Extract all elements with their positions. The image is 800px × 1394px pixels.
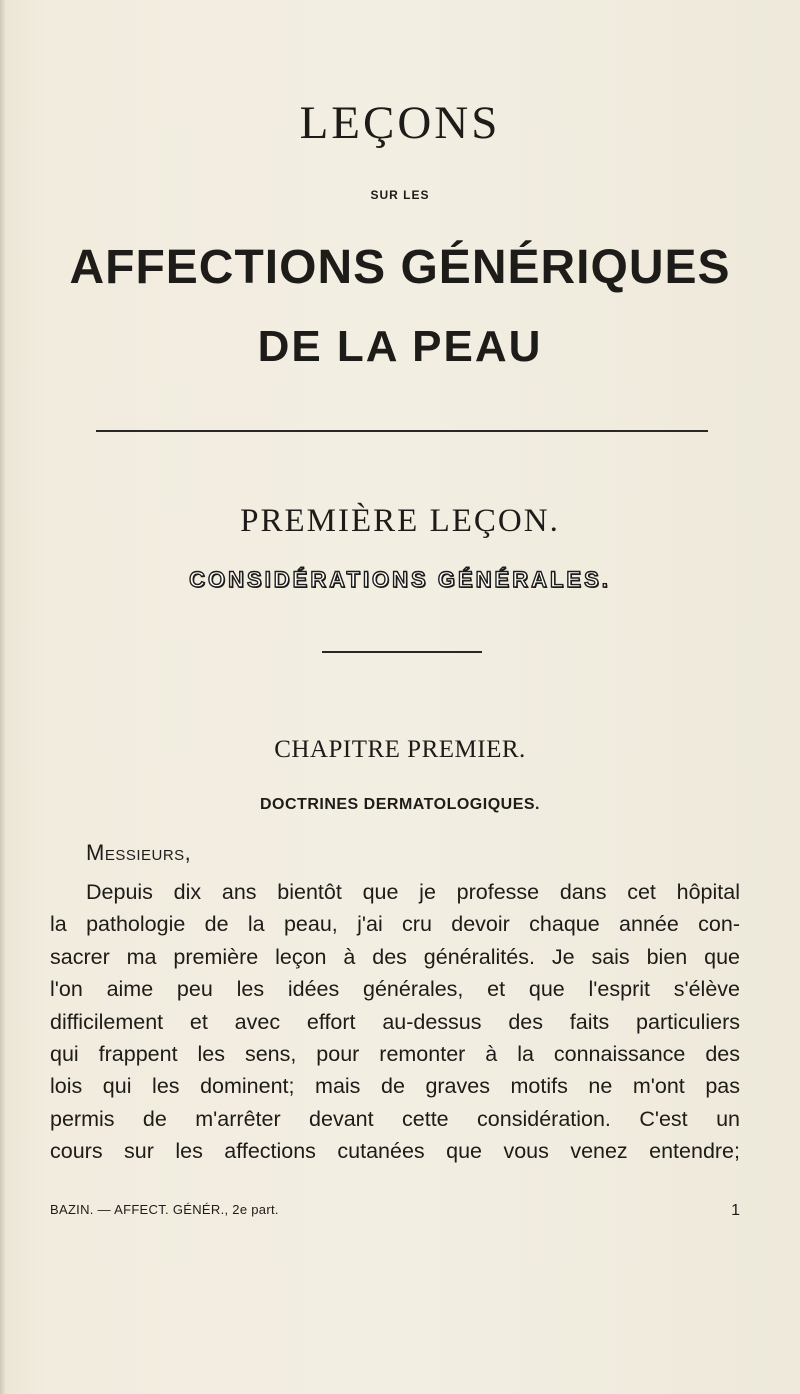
- body-line: qui frappent les sens, pour remonter à la connaissance des: [50, 1042, 740, 1067]
- body-line: la pathologie de la peau, j'ai cru devoir chaque année con-: [50, 912, 740, 937]
- lesson-heading: PREMIÈRE LEÇON.: [240, 503, 560, 539]
- book-title-sur-les: SUR LES: [370, 188, 430, 202]
- sheet-number: 1: [731, 1202, 740, 1219]
- body-line: permis de m'arrêter devant cette considération. C'est un: [50, 1106, 740, 1131]
- body-line: lois qui les dominent; mais de graves motifs ne m'ont pas: [50, 1074, 740, 1099]
- book-title-lecons: LEÇONS: [299, 97, 501, 149]
- body-line: l'on aime peu les idées générales, et que l'esprit s'élève: [50, 977, 740, 1002]
- body-paragraph: [50, 876, 740, 1168]
- book-title-peau: DE LA PEAU: [257, 322, 543, 371]
- signature-mark: BAZIN. — AFFECT. GÉNÉR., 2e part.: [50, 1202, 279, 1217]
- chapter-heading: CHAPITRE PREMIER.: [274, 736, 526, 763]
- chapter-subheading: DOCTRINES DERMATOLOGIQUES.: [260, 796, 540, 813]
- salutation: Messieurs,: [86, 840, 192, 865]
- body-line: difficilement et avec effort au-dessus des faits particuliers: [50, 1009, 740, 1034]
- body-line: cours sur les affections cutanées que vous venez entendre;: [50, 1139, 740, 1164]
- book-title-affections: AFFECTIONS GÉNÉRIQUES: [69, 241, 731, 294]
- body-line: Depuis dix ans bientôt que je professe dans cet hôpital: [86, 880, 740, 904]
- page-gutter-shadow: [0, 0, 6, 1394]
- title-divider: [96, 430, 708, 432]
- section-divider: [322, 651, 482, 653]
- body-line: sacrer ma première leçon à des généralités. Je sais bien que: [50, 944, 740, 969]
- lesson-subheading: CONSIDÉRATIONS GÉNÉRALES.: [189, 567, 611, 592]
